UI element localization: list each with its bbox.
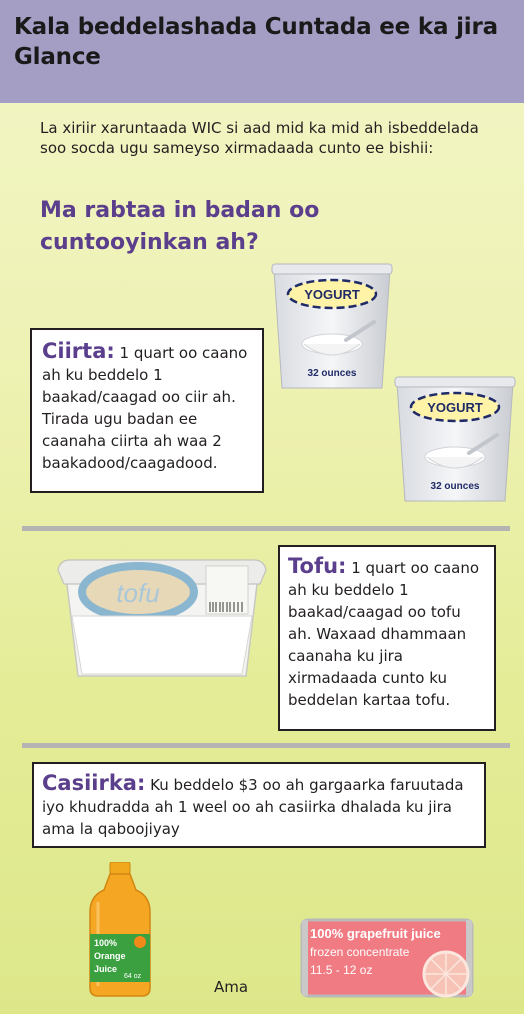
svg-text:frozen concentrate: frozen concentrate	[310, 945, 410, 959]
cheese-info-box	[30, 328, 264, 493]
header-banner	[0, 0, 524, 103]
cheese-text: 1 quart oo caano ah ku beddelo 1 baakad/caagad oo ciir ah. Tirada ugu badan ee caanaha ciirta ah waa 2 baakadood/caagadood.	[42, 344, 248, 472]
question-heading: Ma rabtaa in badan oo cuntooyinkan ah?	[40, 198, 320, 255]
svg-text:32 ounces: 32 ounces	[430, 481, 480, 492]
tofu-text: 1 quart oo caano ah ku beddelo 1 baakad/caagad oo tofu ah. Waxaad dhammaan caanaha ku jira xirmadaada cunto ku beddelan kartaa tofu.	[288, 559, 480, 709]
page-title: Kala beddelashada Cuntada ee ka jira Glance	[14, 14, 498, 70]
grapefruit-juice-can-image	[300, 918, 474, 998]
tofu-package-image	[56, 556, 268, 688]
intro-text: La xiriir xaruntaada WIC si aad mid ka mid ah isbeddelada soo socda ugu sameyso xirmadaada cunto ee bishii:	[40, 119, 479, 157]
yogurt-container-image	[270, 262, 394, 392]
svg-text:tofu: tofu	[116, 578, 160, 608]
svg-text:100% grapefruit juice: 100% grapefruit juice	[310, 926, 441, 941]
svg-text:64 oz: 64 oz	[124, 973, 142, 980]
or-label: Ama	[214, 978, 249, 996]
juice-info-box	[32, 762, 486, 848]
orange-juice-bottle-image	[84, 862, 156, 998]
svg-text:YOGURT: YOGURT	[427, 400, 483, 415]
tofu-label: Tofu:	[288, 554, 347, 578]
juice-label: Casiirka:	[42, 771, 146, 795]
juice-text: Ku beddelo $3 oo ah gargaarka faruutada iyo khudradda ah 1 weel oo ah casiirka dhalada ku jira ama la qaboojiyay	[42, 776, 464, 838]
yogurt-container-image	[393, 375, 517, 505]
tofu-info-box	[278, 545, 496, 731]
svg-text:32 ounces: 32 ounces	[307, 368, 357, 379]
svg-text:11.5 - 12 oz: 11.5 - 12 oz	[310, 963, 373, 977]
section-divider	[22, 526, 510, 531]
svg-text:Orange: Orange	[94, 951, 126, 961]
section-divider	[22, 743, 510, 748]
svg-text:Juice: Juice	[94, 964, 118, 974]
svg-text:100%: 100%	[94, 938, 118, 948]
svg-text:YOGURT: YOGURT	[304, 287, 360, 302]
cheese-label: Ciirta:	[42, 339, 115, 363]
